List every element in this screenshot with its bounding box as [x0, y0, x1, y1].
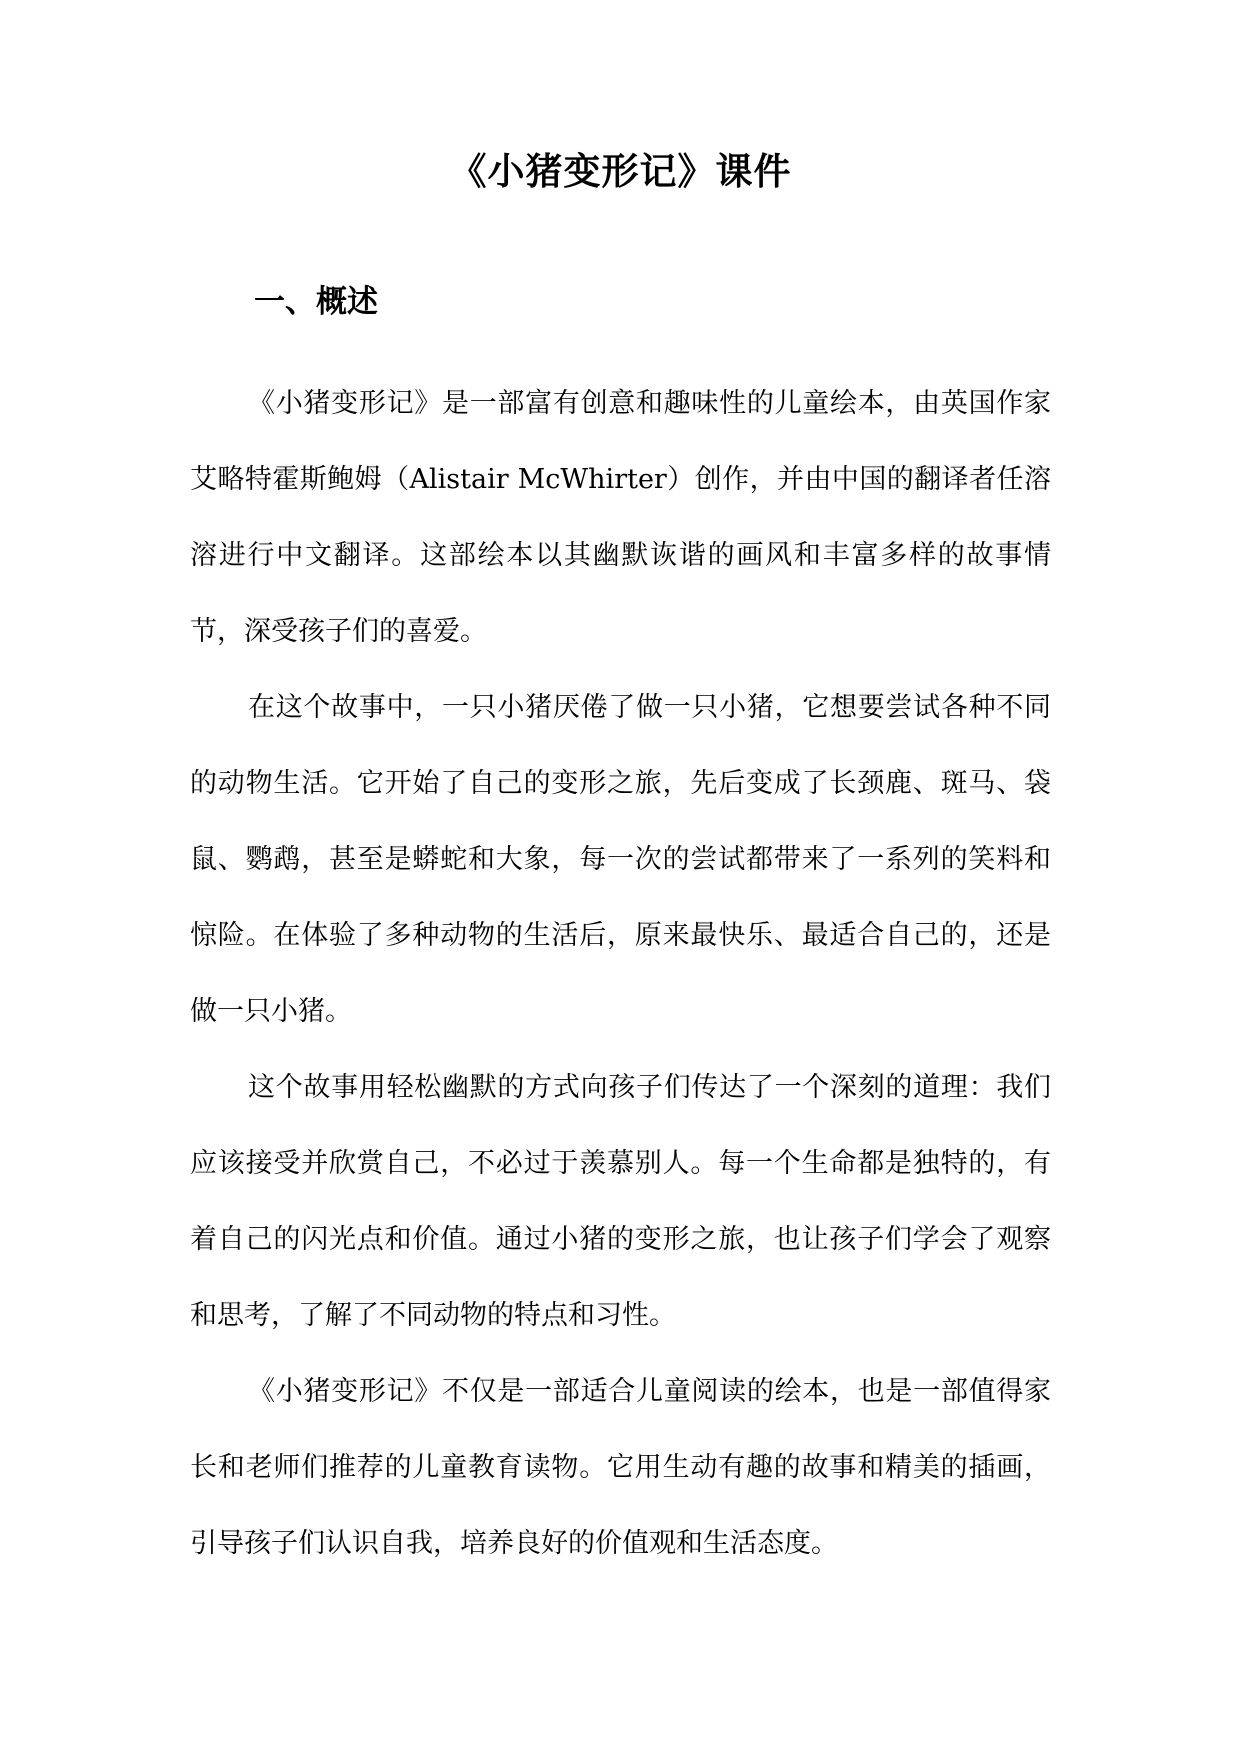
body-text — [190, 366, 1051, 1582]
document-title: 《小猪变形记》课件 — [449, 150, 792, 193]
paragraph-story: 在这个故事中，一只小猪厌倦了做一只小猪，它想要尝试各种不同的动物生活。它开始了自己的变形之旅，先后变成了长颈鹿、斑马、袋鼠、鹦鹉，甚至是蟒蛇和大象，每一次的尝试都带来了一系列的笑料和惊险。在体验了多种动物的生活后，原来最快乐、最适合自己的，还是做一只小猪。 — [190, 692, 1051, 1027]
paragraph-recommendation: 《小猪变形记》不仅是一部适合儿童阅读的绘本，也是一部值得家长和老师们推荐的儿童教育读物。它用生动有趣的故事和精美的插画，引导孩子们认识自我，培养良好的价值观和生活态度。 — [190, 1376, 1051, 1559]
section-heading-overview: 一、概述 — [254, 284, 378, 320]
paragraph-lesson: 这个故事用轻松幽默的方式向孩子们传达了一个深刻的道理：我们应该接受并欣赏自己，不必过于羡慕别人。每一个生命都是独特的，有着自己的闪光点和价值。通过小猪的变形之旅，也让孩子们学会了观察和思考，了解了不同动物的特点和习性。 — [190, 1072, 1051, 1331]
paragraph-intro: 《小猪变形记》是一部富有创意和趣味性的儿童绘本，由英国作家艾略特霍斯鲍姆（Alistair McWhirter）创作，并由中国的翻译者任溶溶进行中文翻译。这部绘本以其幽默诙谐的画风和丰富多样的故事情节，深受孩子们的喜爱。 — [190, 388, 1051, 647]
